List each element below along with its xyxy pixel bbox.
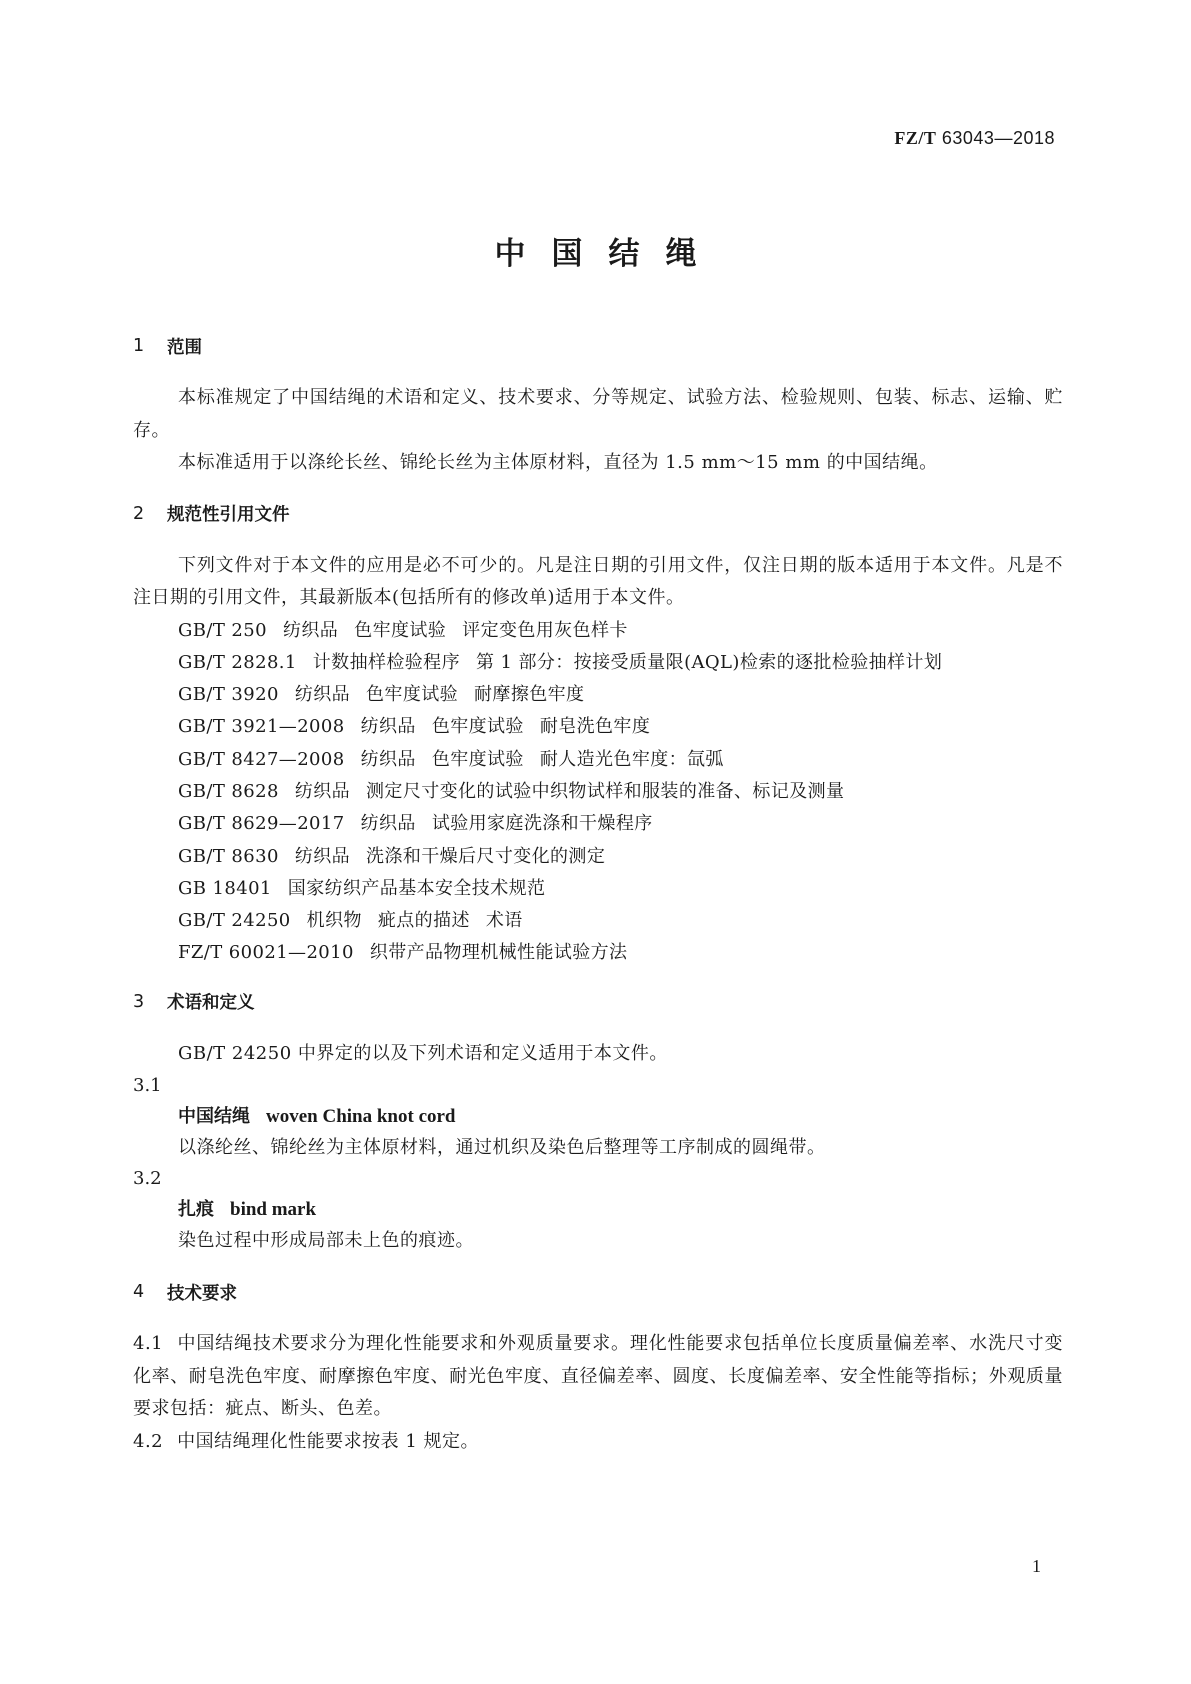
- references-intro: 下列文件对于本文件的应用是必不可少的。凡是注日期的引用文件，仅注日期的版本适用于本文件。凡是不注日期的引用文件，其最新版本(包括所有的修改单)适用于本文件。: [133, 554, 1063, 608]
- term-name-zh: 扎痕: [178, 1199, 214, 1221]
- clause-4-2: [133, 1426, 1063, 1459]
- reference-title-part: 纺织品: [360, 748, 416, 770]
- reference-item: [133, 937, 1063, 969]
- term-name-en: woven China knot cord: [266, 1106, 456, 1128]
- reference-item: [133, 873, 1063, 905]
- section-title: 规范性引用文件: [167, 505, 290, 525]
- reference-title-part: 术语: [485, 910, 523, 932]
- section-number: 4: [133, 1282, 145, 1303]
- reference-title-part: 纺织品: [294, 780, 351, 802]
- section-number: 3: [133, 991, 145, 1012]
- clause-number: 4.1: [133, 1333, 164, 1355]
- reference-item: [133, 776, 1063, 808]
- standard-code-number: 63043—2018: [941, 128, 1055, 148]
- reference-title-part: 色牢度试验: [431, 748, 524, 770]
- reference-title-part: 国家纺织产品基本安全技术规范: [287, 877, 546, 899]
- term-entry: [133, 1070, 1063, 1163]
- reference-code: GB/T 24250: [178, 910, 291, 932]
- term-number: 3.1: [133, 1075, 162, 1097]
- reference-code: GB/T 8630: [178, 845, 279, 867]
- reference-item: [133, 679, 1063, 711]
- term-name-en: bind mark: [230, 1199, 317, 1221]
- reference-code: GB 18401: [178, 877, 272, 899]
- reference-title-part: 洗涤和干燥后尺寸变化的测定: [366, 845, 606, 867]
- section-3-heading: [133, 988, 1063, 1016]
- reference-title-part: 纺织品: [360, 813, 416, 835]
- reference-code: GB/T 8427—2008: [178, 748, 345, 770]
- page-number: 1: [1032, 1556, 1041, 1576]
- reference-title-part: 第 1 部分：按接受质量限(AQL)检索的逐批检验抽样计划: [475, 651, 943, 673]
- reference-title-part: 纺织品: [282, 619, 339, 641]
- reference-item: [133, 647, 1063, 679]
- clause-4-1: [133, 1328, 1063, 1426]
- term-name: [133, 1194, 1063, 1225]
- reference-list: [133, 615, 1063, 970]
- clause-text: 中国结绳理化性能要求按表 1 规定。: [177, 1430, 480, 1452]
- reference-title-part: 耐皂洗色牢度: [539, 716, 651, 738]
- reference-title-part: 计数抽样检验程序: [312, 651, 460, 673]
- term-definition: 染色过程中形成局部未上色的痕迹。: [178, 1230, 474, 1252]
- reference-title-part: 纺织品: [360, 716, 416, 738]
- standard-code: [894, 128, 1055, 149]
- reference-item: [133, 905, 1063, 937]
- term-name: [133, 1101, 1063, 1132]
- section-number: 2: [133, 503, 145, 524]
- reference-code: GB/T 8628: [178, 780, 279, 802]
- reference-title-part: 色牢度试验: [354, 619, 447, 641]
- reference-item: [133, 744, 1063, 776]
- term-number: 3.2: [133, 1168, 162, 1190]
- term-definition: 以涤纶丝、锦纶丝为主体原材料，通过机织及染色后整理等工序制成的圆绳带。: [178, 1137, 826, 1159]
- clause-number: 4.2: [133, 1430, 164, 1452]
- reference-title-part: 疵点的描述: [377, 910, 470, 932]
- reference-item: [133, 711, 1063, 743]
- section-number: 1: [133, 336, 145, 356]
- reference-code: GB/T 3920: [178, 684, 279, 706]
- scope-paragraph: 本标准规定了中国结绳的术语和定义、技术要求、分等规定、试验方法、检验规则、包装、标志、运输、贮存。: [133, 387, 1063, 441]
- section-title: 技术要求: [167, 1283, 237, 1304]
- reference-title-part: 耐人造光色牢度：氙弧: [539, 748, 724, 770]
- term-entry: [133, 1163, 1063, 1256]
- section-2-heading: [133, 500, 1063, 528]
- reference-title-part: 纺织品: [294, 684, 351, 706]
- reference-code: FZ/T 60021—2010: [178, 942, 354, 964]
- reference-title-part: 色牢度试验: [366, 684, 459, 706]
- reference-code: GB/T 8629—2017: [178, 813, 345, 835]
- reference-title-part: 纺织品: [294, 845, 351, 867]
- section-1-heading: [133, 332, 1063, 360]
- reference-code: GB/T 250: [178, 619, 267, 641]
- section-title: 范围: [167, 337, 202, 358]
- terms-intro: GB/T 24250 中界定的以及下列术语和定义适用于本文件。: [178, 1042, 668, 1064]
- reference-title-part: 色牢度试验: [431, 716, 524, 738]
- reference-item: [133, 841, 1063, 873]
- reference-title-part: 测定尺寸变化的试验中织物试样和服装的准备、标记及测量: [366, 780, 845, 802]
- term-name-zh: 中国结绳: [178, 1106, 250, 1128]
- document-title: 中国结绳: [494, 236, 723, 272]
- reference-title-part: 试验用家庭洗涤和干燥程序: [431, 813, 653, 835]
- scope-paragraph: 本标准适用于以涤纶长丝、锦纶长丝为主体原材料，直径为 1.5 mm～15 mm 的中国结绳。: [178, 452, 938, 473]
- reference-title-part: 评定变色用灰色样卡: [462, 619, 628, 641]
- section-4-heading: [133, 1278, 1063, 1306]
- reference-item: [133, 808, 1063, 840]
- standard-code-prefix: FZ/T: [894, 128, 937, 148]
- reference-code: GB/T 3921—2008: [178, 716, 345, 738]
- reference-title-part: 织带产品物理机械性能试验方法: [369, 942, 628, 964]
- reference-item: [133, 615, 1063, 647]
- reference-title-part: 机织物: [306, 910, 362, 932]
- clause-text: 中国结绳技术要求分为理化性能要求和外观质量要求。理化性能要求包括单位长度质量偏差率、水洗尺寸变化率、耐皂洗色牢度、耐摩擦色牢度、耐光色牢度、直径偏差率、圆度、长度偏差率、安全性能等指标；外观质量要求包括：疵点、断头、色差。: [133, 1333, 1063, 1420]
- document-body: [133, 332, 1063, 1458]
- section-title: 术语和定义: [167, 993, 255, 1014]
- reference-title-part: 耐摩擦色牢度: [474, 684, 585, 706]
- reference-code: GB/T 2828.1: [178, 651, 297, 673]
